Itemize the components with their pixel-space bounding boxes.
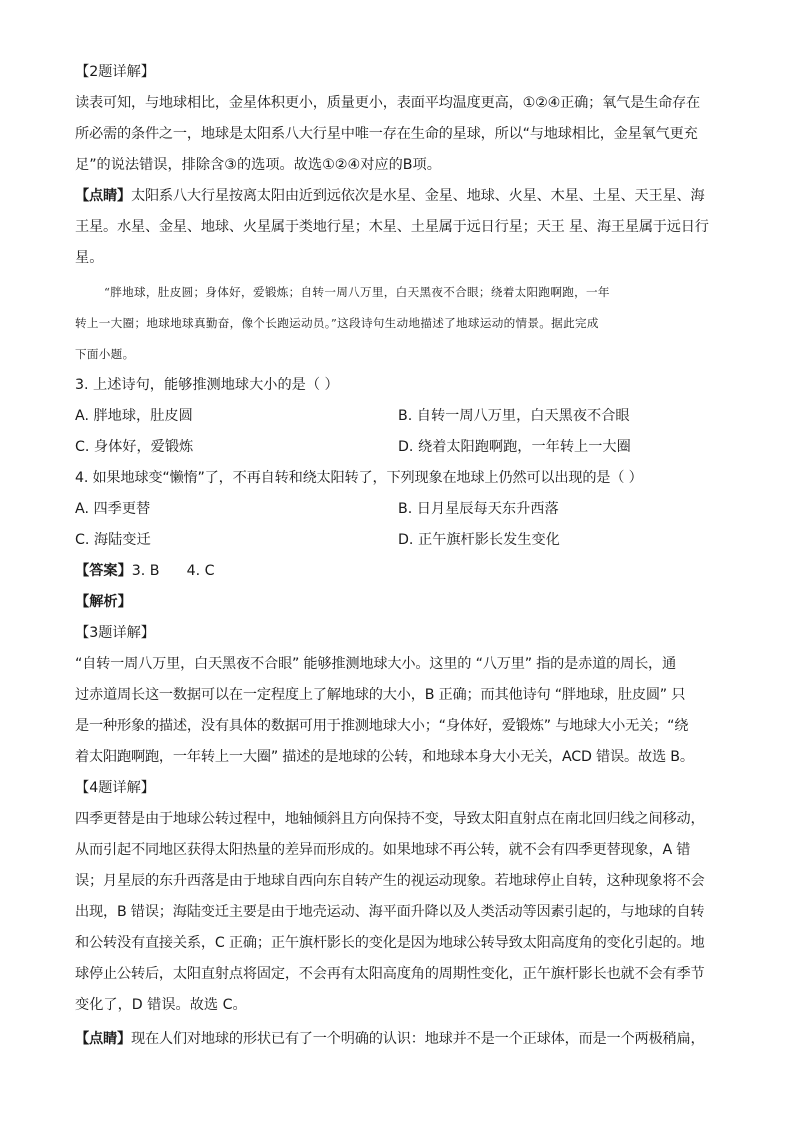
poem-line-1: “胖地球，肚皮圆；身体好，爱锻炼；自转一周八万里，白天黑夜不合眼；绕着太阳跑啊跑，一年 <box>104 285 610 299</box>
question-4-stem: 4. 如果地球变“懒惰”了，不再自转和绕太阳转了，下列现象在地球上仍然可以出现的是（ ） <box>75 470 643 486</box>
question-3-stem: 3. 上述诗句，能够推测地球大小的是（ ） <box>75 377 339 393</box>
answer-text: 3. B 4. C <box>131 563 215 579</box>
tip-1-text: 太阳系八大行星按离太阳由近到远依次是水星、金星、地球、火星、木星、土星、天王星、海 <box>130 188 705 204</box>
answer-line <box>75 556 720 587</box>
q4-detail-line-6: 球停止公转后，太阳直射点将固定，不会再有太阳高度角的周期性变化，正午旗杆影长也就不会有季节 <box>75 966 705 982</box>
q4-detail-heading: 【4题详解】 <box>75 780 155 796</box>
tip-1-label: 【点睛】 <box>75 188 131 204</box>
tip-1-line-1 <box>75 181 720 212</box>
analysis-label: 【解析】 <box>75 594 132 610</box>
tip-1-line-3: 星。 <box>75 250 104 266</box>
q3-detail-line-4: 着太阳跑啊跑，一年转上一大圈” 描述的是地球的公转，和地球本身大小无关，ACD 错误。故选 B。 <box>75 749 694 765</box>
q3-detail-line-3: 是一种形象的描述，没有具体的数据可用于推测地球大小；“身体好，爱锻炼” 与地球大小无关；“绕 <box>75 718 689 734</box>
q3-detail-heading: 【3题详解】 <box>75 625 155 641</box>
question-4-option-a: A. 四季更替 <box>75 501 151 517</box>
tip-2-label: 【点睛】 <box>75 1031 131 1047</box>
q4-detail-line-2: 从而引起不同地区获得太阳热量的差异而形成的。如果地球不再公转，就不会有四季更替现象，A 错 <box>75 842 691 858</box>
q2-detail-line-3: 足”的说法错误，排除含③的选项。故选①②④对应的B项。 <box>75 157 441 173</box>
q3-detail-line-1: “自转一周八万里，白天黑夜不合眼” 能够推测地球大小。这里的 “八万里” 指的是赤道的周长，通 <box>75 656 677 672</box>
question-3-option-a: A. 胖地球，肚皮圆 <box>75 408 193 424</box>
question-3-option-b: B. 自转一周八万里，白天黑夜不合眼 <box>398 408 630 424</box>
poem-line-3: 下面小题。 <box>75 347 135 361</box>
q4-detail-line-4: 出现，B 错误；海陆变迁主要是由于地壳运动、海平面升降以及人类活动等因素引起的，与地球的自转 <box>75 904 705 920</box>
poem-line-2: 转上一大圈；地球地球真勤奋，像个长跑运动员。”这段诗句生动地描述了地球运动的情景。据此完成 <box>75 316 599 330</box>
tip-2-line <box>75 1024 720 1055</box>
q2-detail-line-2: 所必需的条件之一，地球是太阳系八大行星中唯一存在生命的星球，所以“与地球相比，金星氧气更充 <box>75 126 698 142</box>
q3-detail-line-2: 过赤道周长这一数据可以在一定程度上了解地球的大小，B 正确；而其他诗句 “胖地球，肚皮圆” 只 <box>75 687 686 703</box>
answer-label: 【答案】 <box>75 563 132 579</box>
question-3-option-c: C. 身体好，爱锻炼 <box>75 439 194 455</box>
q2-detail-line-1: 读表可知，与地球相比，金星体积更小，质量更小，表面平均温度更高，①②④正确；氧气是生命存在 <box>75 95 701 111</box>
question-4-option-b: B. 日月星辰每天东升西落 <box>398 501 559 517</box>
q4-detail-line-3: 误；月星辰的东升西落是由于地球自西向东自转产生的视运动现象。若地球停止自转，这种现象将不会 <box>75 873 705 889</box>
q4-detail-line-5: 和公转没有直接关系，C 正确；正午旗杆影长的变化是因为地球公转导致太阳高度角的变化引起的。地 <box>75 935 705 951</box>
tip-1-line-2: 王星。水星、金星、地球、火星属于类地行星；木星、土星属于远日行星；天王 星、海王星属于远日行 <box>75 219 709 235</box>
tip-2-text: 现在人们对地球的形状已有了一个明确的认识：地球并不是一个正球体，而是一个两极稍扁， <box>130 1031 705 1047</box>
q4-detail-line-7: 变化了，D 错误。故选 C。 <box>75 997 247 1013</box>
question-4-option-c: C. 海陆变迁 <box>75 532 151 548</box>
q4-detail-line-1: 四季更替是由于地球公转过程中，地轴倾斜且方向保持不变，导致太阳直射点在南北回归线之间移动， <box>75 811 705 827</box>
question-4-option-d: D. 正午旗杆影长发生变化 <box>398 532 560 548</box>
q2-detail-heading: 【2题详解】 <box>75 64 155 80</box>
question-3-option-d: D. 绕着太阳跑啊跑，一年转上一大圈 <box>398 439 631 455</box>
